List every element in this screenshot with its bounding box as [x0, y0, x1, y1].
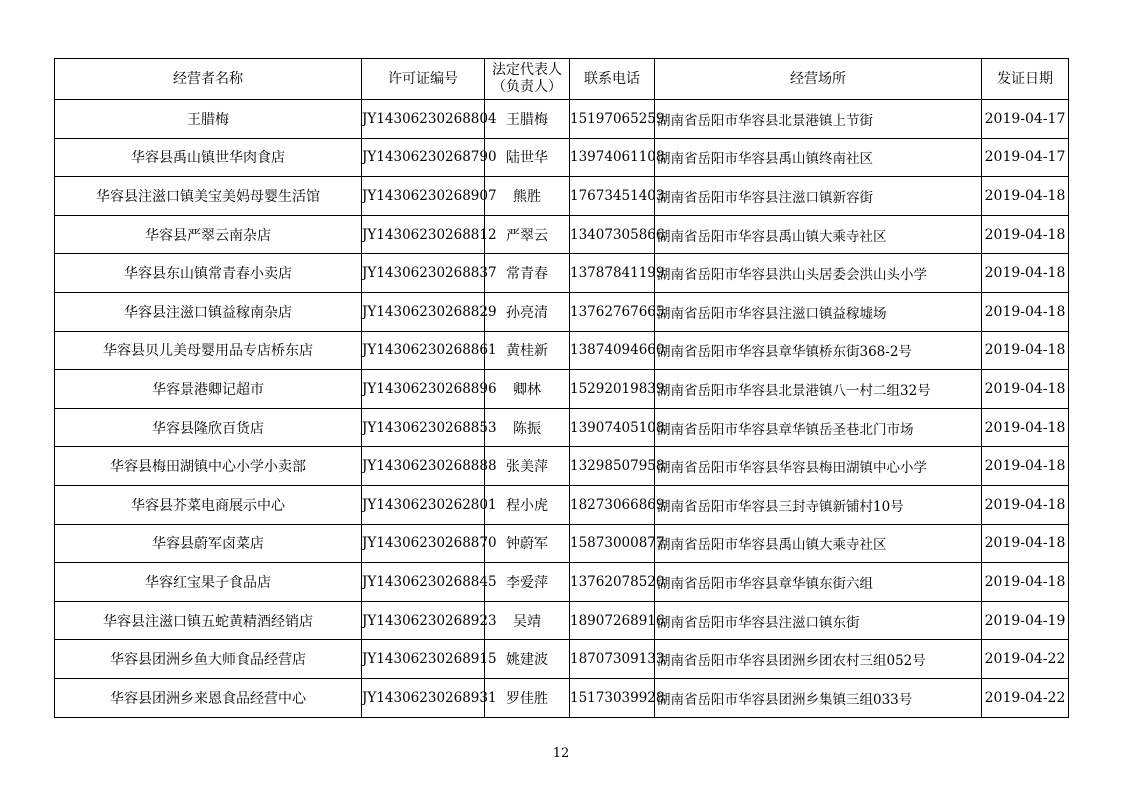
- cell-license: JY14306230268923: [362, 601, 485, 640]
- cell-name: 华容景港卿记超市: [55, 370, 362, 409]
- cell-address: 湖南省岳阳市华容县章华镇桥东街368-2号: [655, 331, 982, 370]
- cell-date: 2019-04-18: [982, 370, 1069, 409]
- cell-license: JY14306230268861: [362, 331, 485, 370]
- cell-address: 湖南省岳阳市华容县注滋口镇益稼墟场: [655, 292, 982, 331]
- header-license: 许可证编号: [362, 59, 485, 100]
- cell-address: 湖南省岳阳市华容县洪山头居委会洪山头小学: [655, 254, 982, 293]
- cell-phone: 18907268916: [570, 601, 655, 640]
- cell-representative: 王腊梅: [485, 100, 570, 139]
- cell-license: JY14306230268845: [362, 563, 485, 602]
- cell-representative: 程小虎: [485, 485, 570, 524]
- cell-representative: 熊胜: [485, 177, 570, 216]
- cell-representative: 李爱萍: [485, 563, 570, 602]
- page-number: 12: [552, 746, 570, 761]
- cell-phone: 15873000877: [570, 524, 655, 563]
- cell-name: 华容县禹山镇世华肉食店: [55, 138, 362, 177]
- table-row: [55, 524, 1069, 563]
- cell-license: JY14306230268907: [362, 177, 485, 216]
- cell-date: 2019-04-18: [982, 215, 1069, 254]
- cell-date: 2019-04-18: [982, 292, 1069, 331]
- cell-address: 湖南省岳阳市华容县团洲乡团农村三组052号: [655, 640, 982, 679]
- cell-phone: 13974061108: [570, 138, 655, 177]
- cell-license: JY14306230268870: [362, 524, 485, 563]
- table-row: [55, 447, 1069, 486]
- cell-phone: 18273066869: [570, 485, 655, 524]
- table-row: [55, 640, 1069, 679]
- table-row: [55, 292, 1069, 331]
- cell-phone: 13762767665: [570, 292, 655, 331]
- cell-license: JY14306230262801: [362, 485, 485, 524]
- cell-name: 华容县隆欣百货店: [55, 408, 362, 447]
- cell-date: 2019-04-18: [982, 524, 1069, 563]
- cell-phone: 13874094660: [570, 331, 655, 370]
- table-row: [55, 678, 1069, 717]
- cell-date: 2019-04-18: [982, 485, 1069, 524]
- cell-representative: 张美萍: [485, 447, 570, 486]
- cell-representative: 严翠云: [485, 215, 570, 254]
- license-table: [54, 58, 1069, 718]
- cell-license: JY14306230268931: [362, 678, 485, 717]
- table-row: [55, 563, 1069, 602]
- cell-date: 2019-04-17: [982, 138, 1069, 177]
- cell-phone: 13762078520: [570, 563, 655, 602]
- header-representative: [485, 59, 570, 100]
- cell-address: 湖南省岳阳市华容县北景港镇八一村二组32号: [655, 370, 982, 409]
- header-rep-line2: （负责人）: [492, 79, 562, 95]
- cell-name: 华容县芥菜电商展示中心: [55, 485, 362, 524]
- cell-address: 湖南省岳阳市华容县注滋口镇东街: [655, 601, 982, 640]
- cell-representative: 孙亮清: [485, 292, 570, 331]
- cell-license: JY14306230268837: [362, 254, 485, 293]
- cell-license: JY14306230268853: [362, 408, 485, 447]
- table-row: [55, 177, 1069, 216]
- cell-name: 华容县注滋口镇益稼南杂店: [55, 292, 362, 331]
- cell-address: 湖南省岳阳市华容县华容县梅田湖镇中心小学: [655, 447, 982, 486]
- table-row: [55, 485, 1069, 524]
- cell-address: 湖南省岳阳市华容县注滋口镇新容街: [655, 177, 982, 216]
- cell-date: 2019-04-17: [982, 100, 1069, 139]
- cell-address: 湖南省岳阳市华容县禹山镇终南社区: [655, 138, 982, 177]
- cell-address: 湖南省岳阳市华容县章华镇东街六组: [655, 563, 982, 602]
- cell-representative: 常青春: [485, 254, 570, 293]
- cell-date: 2019-04-18: [982, 177, 1069, 216]
- cell-date: 2019-04-19: [982, 601, 1069, 640]
- cell-phone: 15292019839: [570, 370, 655, 409]
- cell-phone: 15197065259: [570, 100, 655, 139]
- cell-license: JY14306230268804: [362, 100, 485, 139]
- table-row: [55, 215, 1069, 254]
- table-row: [55, 331, 1069, 370]
- cell-phone: 13787841199: [570, 254, 655, 293]
- cell-representative: 卿林: [485, 370, 570, 409]
- cell-license: JY14306230268896: [362, 370, 485, 409]
- header-row: [55, 59, 1069, 100]
- cell-representative: 黄桂新: [485, 331, 570, 370]
- cell-date: 2019-04-18: [982, 254, 1069, 293]
- cell-representative: 吴靖: [485, 601, 570, 640]
- cell-name: 华容县东山镇常青春小卖店: [55, 254, 362, 293]
- cell-phone: 13407305866: [570, 215, 655, 254]
- cell-phone: 13907405108: [570, 408, 655, 447]
- table-row: [55, 601, 1069, 640]
- cell-representative: 陆世华: [485, 138, 570, 177]
- cell-date: 2019-04-18: [982, 563, 1069, 602]
- cell-name: 华容县严翠云南杂店: [55, 215, 362, 254]
- cell-license: JY14306230268829: [362, 292, 485, 331]
- cell-phone: 15173039928: [570, 678, 655, 717]
- table-row: [55, 408, 1069, 447]
- cell-address: 湖南省岳阳市华容县章华镇岳圣巷北门市场: [655, 408, 982, 447]
- cell-name: 华容县蔚军卤菜店: [55, 524, 362, 563]
- cell-representative: 陈振: [485, 408, 570, 447]
- cell-name: 华容县贝儿美母婴用品专店桥东店: [55, 331, 362, 370]
- cell-representative: 姚建波: [485, 640, 570, 679]
- cell-date: 2019-04-18: [982, 408, 1069, 447]
- cell-license: JY14306230268812: [362, 215, 485, 254]
- table-row: [55, 138, 1069, 177]
- header-rep-line1: 法定代表人: [492, 62, 562, 78]
- cell-license: JY14306230268888: [362, 447, 485, 486]
- header-date: 发证日期: [982, 59, 1069, 100]
- cell-name: 华容红宝果子食品店: [55, 563, 362, 602]
- cell-representative: 钟蔚军: [485, 524, 570, 563]
- cell-address: 湖南省岳阳市华容县北景港镇上节街: [655, 100, 982, 139]
- cell-name: 华容县注滋口镇五蛇黄精酒经销店: [55, 601, 362, 640]
- cell-representative: 罗佳胜: [485, 678, 570, 717]
- cell-date: 2019-04-22: [982, 678, 1069, 717]
- header-address: 经营场所: [655, 59, 982, 100]
- cell-address: 湖南省岳阳市华容县禹山镇大乘寺社区: [655, 524, 982, 563]
- cell-name: 华容县注滋口镇美宝美妈母婴生活馆: [55, 177, 362, 216]
- cell-address: 湖南省岳阳市华容县禹山镇大乘寺社区: [655, 215, 982, 254]
- cell-name: 华容县梅田湖镇中心小学小卖部: [55, 447, 362, 486]
- table-row: [55, 100, 1069, 139]
- cell-address: 湖南省岳阳市华容县团洲乡集镇三组033号: [655, 678, 982, 717]
- cell-date: 2019-04-22: [982, 640, 1069, 679]
- cell-name: 王腊梅: [55, 100, 362, 139]
- cell-name: 华容县团洲乡来恩食品经营中心: [55, 678, 362, 717]
- cell-phone: 18707309133: [570, 640, 655, 679]
- cell-license: JY14306230268790: [362, 138, 485, 177]
- cell-phone: 17673451403: [570, 177, 655, 216]
- table-row: [55, 254, 1069, 293]
- cell-address: 湖南省岳阳市华容县三封寺镇新铺村10号: [655, 485, 982, 524]
- cell-license: JY14306230268915: [362, 640, 485, 679]
- cell-date: 2019-04-18: [982, 447, 1069, 486]
- cell-name: 华容县团洲乡鱼大师食品经营店: [55, 640, 362, 679]
- cell-phone: 13298507958: [570, 447, 655, 486]
- header-phone: 联系电话: [570, 59, 655, 100]
- header-name: 经营者名称: [55, 59, 362, 100]
- table-row: [55, 370, 1069, 409]
- cell-date: 2019-04-18: [982, 331, 1069, 370]
